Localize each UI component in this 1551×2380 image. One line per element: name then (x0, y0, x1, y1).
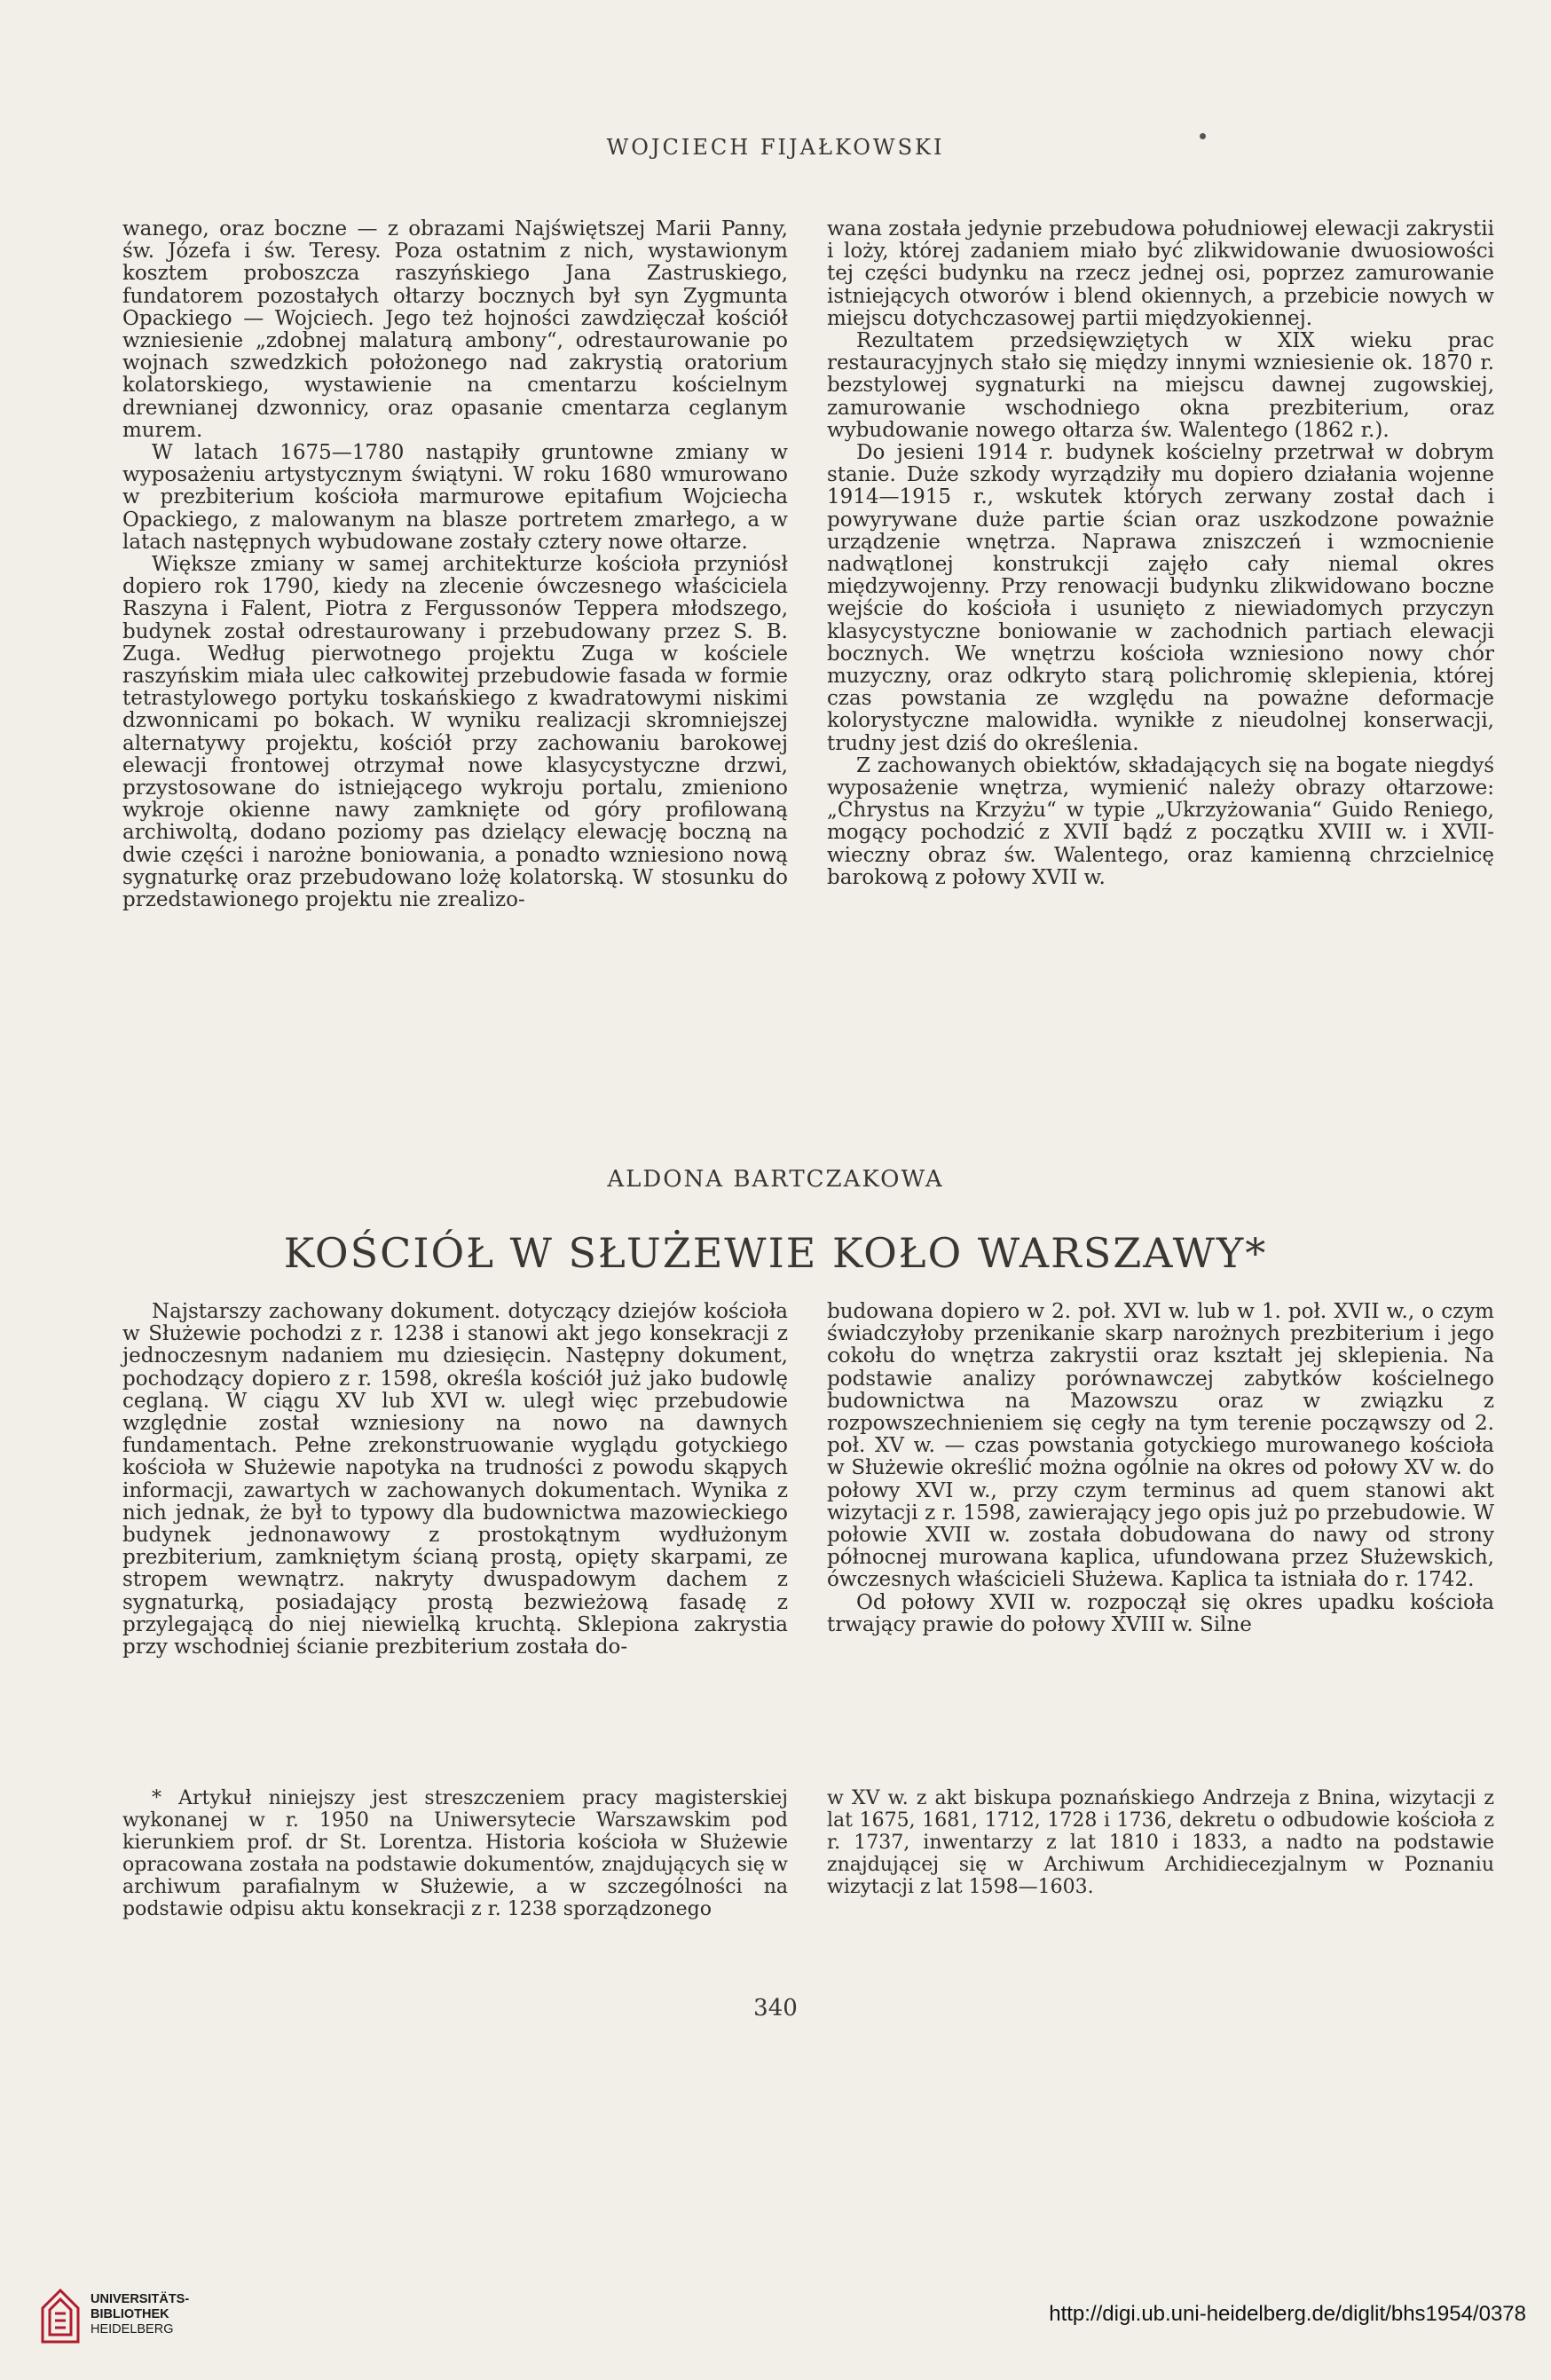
footnote-text: * Artykuł niniejszy jest streszczeniem pracy magisterskiej wykonanej w r. 1950 na Uniwersytecie Warszawskim pod kierunkiem prof. dr St. Lorentza. Historia kościoła w Służewie opracowana została na podstawie dokumentów, znajdujących się w archiwum parafialnym w Służewie, a w szczególności na podstawie odpisu aktu konsekracji z r. 1238 sporządzonego (122, 1787, 788, 1920)
library-line: HEIDELBERG (91, 2322, 174, 2337)
page-number: 340 (753, 1995, 798, 2021)
source-url-link[interactable]: http://digi.ub.uni-heidelberg.de/diglit/bhs1954/0378 (1049, 2302, 1526, 2326)
footnote-text: w XV w. z akt biskupa poznańskiego Andrzeja z Bnina, wizytacji z lat 1675, 1681, 1712, 1728 i 1736, dekretu o odbudowie kościoła z r. 1737, inwentarzy z lat 1810 i 1833, a nadto na podstawie znajdującej się w Archiwum Archidiecezjalnym w Poznaniu wizytacji z lat 1598—1603. (827, 1787, 1494, 1898)
paragraph: Do jesieni 1914 r. budynek kościelny przetrwał w dobrym stanie. Duże szkody wyrządziły mu dopiero działania wojenne 1914—1915 r., wskutek których zerwany został dach i powyrywane duże partie ścian oraz uszkodzone poważnie urządzenie wnętrza. Naprawa zniszczeń i wzmocnienie nadwątlonej konstrukcji zajęło cały niemal okres międzywojenny. Przy renowacji budynku zlikwidowano boczne wejście do kościoła i usunięto z niewiadomych przyczyn klasycystyczne boniowanie w zachodnich partiach elewacji bocznych. We wnętrzu kościoła wzniesiono nowy chór muzyczny, oraz odkryto starą polichromię sklepienia, której czas powstania ze względu na poważne deformacje kolorystyczne malowidła. wynikłe z nieudolnej konserwacji, trudny jest dziś do określenia. (827, 441, 1494, 755)
article-right-column (827, 1301, 1494, 1636)
paragraph: budowana dopiero w 2. poł. XVI w. lub w 1. poł. XVII w., o czym świadczyłoby przenikanie skarp narożnych prezbiterium i jego cokołu do wnętrza zakrystii oraz kształt jej sklepienia. Na podstawie analizy porównawczej zabytków kościelnego budownictwa na Mazowszu oraz w związku z rozpowszechnieniem się cegły na tym terenie począwszy od 2. poł. XV w. — czas powstania gotyckiego murowanego kościoła w Służewie określić można ogólnie na okres od połowy XV w. do połowy XVI w., przy czym terminus ad quem stanowi akt wizytacji z r. 1598, zawierający jego opis już po przebudowie. W połowie XVII w. została dobudowana do nawy od strony północnej murowana kaplica, ufundowana przez Służewskich, ówczesnych właścicieli Służewa. Kaplica ta istniała do r. 1742. (827, 1300, 1494, 1592)
footnote-left (122, 1787, 788, 1920)
top-left-column (122, 218, 788, 911)
library-line: UNIVERSITÄTS- (91, 2292, 190, 2306)
library-name (91, 2292, 189, 2337)
top-right-column (827, 218, 1494, 889)
paragraph: Większe zmiany w samej architekturze kościoła przyniósł dopiero rok 1790, kiedy na zlecenie ówczesnego właściciela Raszyna i Falent, Piotra z Fergussonów Teppera młodszego, budynek został odrestaurowany i przebudowany przez S. B. Zuga. Według pierwotnego projektu Zuga w kościele raszyńskim miała ulec całkowitej przebudowie fasada w formie tetrastylowego portyku toskańskiego z kwadratowymi niskimi dzwonnicami po bokach. W wyniku realizacji skromniejszej alternatywy projektu, kościół przy zachowaniu barokowej elewacji frontowej otrzymał nowe klasycystyczne drzwi, przystosowane do istniejącego wykroju portalu, zmieniono wykroje okienne nawy zamknięte od góry profilowaną archiwoltą, dodano poziomy pas dzielący elewację boczną na dwie części i narożne boniowania, a ponadto wzniesiono nową sygnaturkę oraz przebudowano lożę kolatorską. W stosunku do przedstawionego projektu nie zrealizo- (122, 553, 788, 912)
article-left-column (122, 1301, 788, 1659)
print-speck (1200, 133, 1206, 139)
article-author: ALDONA BARTCZAKOWA (607, 1166, 944, 1193)
paragraph: W latach 1675—1780 nastąpiły gruntowne zmiany w wyposażeniu artystycznym świątyni. W roku 1680 wmurowano w prezbiterium kościoła marmurowe epitafium Wojciecha Opackiego, z malowanym na blasze portretem zmarłego, a w latach następnych wybudowane zostały cztery nowe ołtarze. (122, 441, 788, 554)
library-line: BIBLIOTHEK (91, 2307, 169, 2321)
paragraph: Rezultatem przedsięwziętych w XIX wieku prac restauracyjnych stało się między innymi wzniesienie ok. 1870 r. bezstylowej sygnaturki na miejscu dawnej zugowskiej, zamurowanie wschodniego okna prezbiterium, oraz wybudowanie nowego ołtarza św. Walentego (1862 r.). (827, 329, 1494, 442)
running-head: WOJCIECH FIJAŁKOWSKI (606, 135, 945, 160)
paragraph: Z zachowanych obiektów, składających się na bogate niegdyś wyposażenie wnętrza, wymienić należy obrazy ołtarzowe: „Chrystus na Krzyżu“ w typie „Ukrzyżowania“ Guido Reniego, mogący pochodzić z XVII bądź z początku XVIII w. i XVII-wieczny obraz św. Walentego, oraz kamienną chrzcielnicę barokową z połowy XVII w. (827, 753, 1494, 889)
article-title: KOŚCIÓŁ W SŁUŻEWIE KOŁO WARSZAWY* (283, 1229, 1268, 1277)
paragraph: wana została jedynie przebudowa południowej elewacji zakrystii i loży, której zadaniem miało być zlikwidowanie dwuosiowości tej części budynku na rzecz jednej osi, poprzez zamurowanie istniejących otworów i blend okiennych, a przebicie nowych w miejscu dotychczasowej partii międzyokiennej. (827, 217, 1494, 330)
footnote-right (827, 1787, 1494, 1898)
paragraph: Najstarszy zachowany dokument. dotyczący dziejów kościoła w Służewie pochodzi z r. 1238 i stanowi akt jego konsekracji z jednoczesnym nadaniem mu dziesięcin. Następny dokument, pochodzący dopiero z r. 1598, określa kościół już jako budowlę ceglaną. W ciągu XV lub XVI w. uległ więc przebudowie względnie został wzniesiony na nowo na dawnych fundamentach. Pełne zrekonstruowanie wyglądu gotyckiego kościoła w Służewie napotyka na trudności z powodu skąpych informacji, zawartych w zachowanych dokumentach. Wynika z nich jednak, że był to typowy dla budownictwa mazowieckiego budynek jednonawowy z prostokątnym wydłużonym prezbiterium, zamkniętym ścianą prostą, opięty skarpami, ze stropem wewnątrz. nakryty dwuspadowym dachem z sygnaturką, posiadający prostą bezwieżową fasadę z przylegającą do niej niewielką kruchtą. Sklepiona zakrystia przy wschodniej ścianie prezbiterium została do- (122, 1300, 788, 1659)
ub-heidelberg-logo-icon (39, 2287, 82, 2345)
paragraph: Od połowy XVII w. rozpoczął się okres upadku kościoła trwający prawie do połowy XVIII w. Silne (827, 1590, 1494, 1636)
paragraph: wanego, oraz boczne — z obrazami Najświętszej Marii Panny, św. Józefa i św. Teresy. Poza ostatnim z nich, wystawionym kosztem proboszcza raszyńskiego Jana Zastruskiego, fundatorem pozostałych ołtarzy bocznych był syn Zygmunta Opackiego — Wojciech. Jego też hojności zawdzięczał kościół wzniesienie „zdobnej malaturą ambony“, odrestaurowanie po wojnach szwedzkich położonego nad zakrystią oratorium kolatorskiego, wystawienie na cmentarzu kościelnym drewnianej dzwonnicy, oraz opasanie cmentarza ceglanym murem. (122, 217, 788, 442)
